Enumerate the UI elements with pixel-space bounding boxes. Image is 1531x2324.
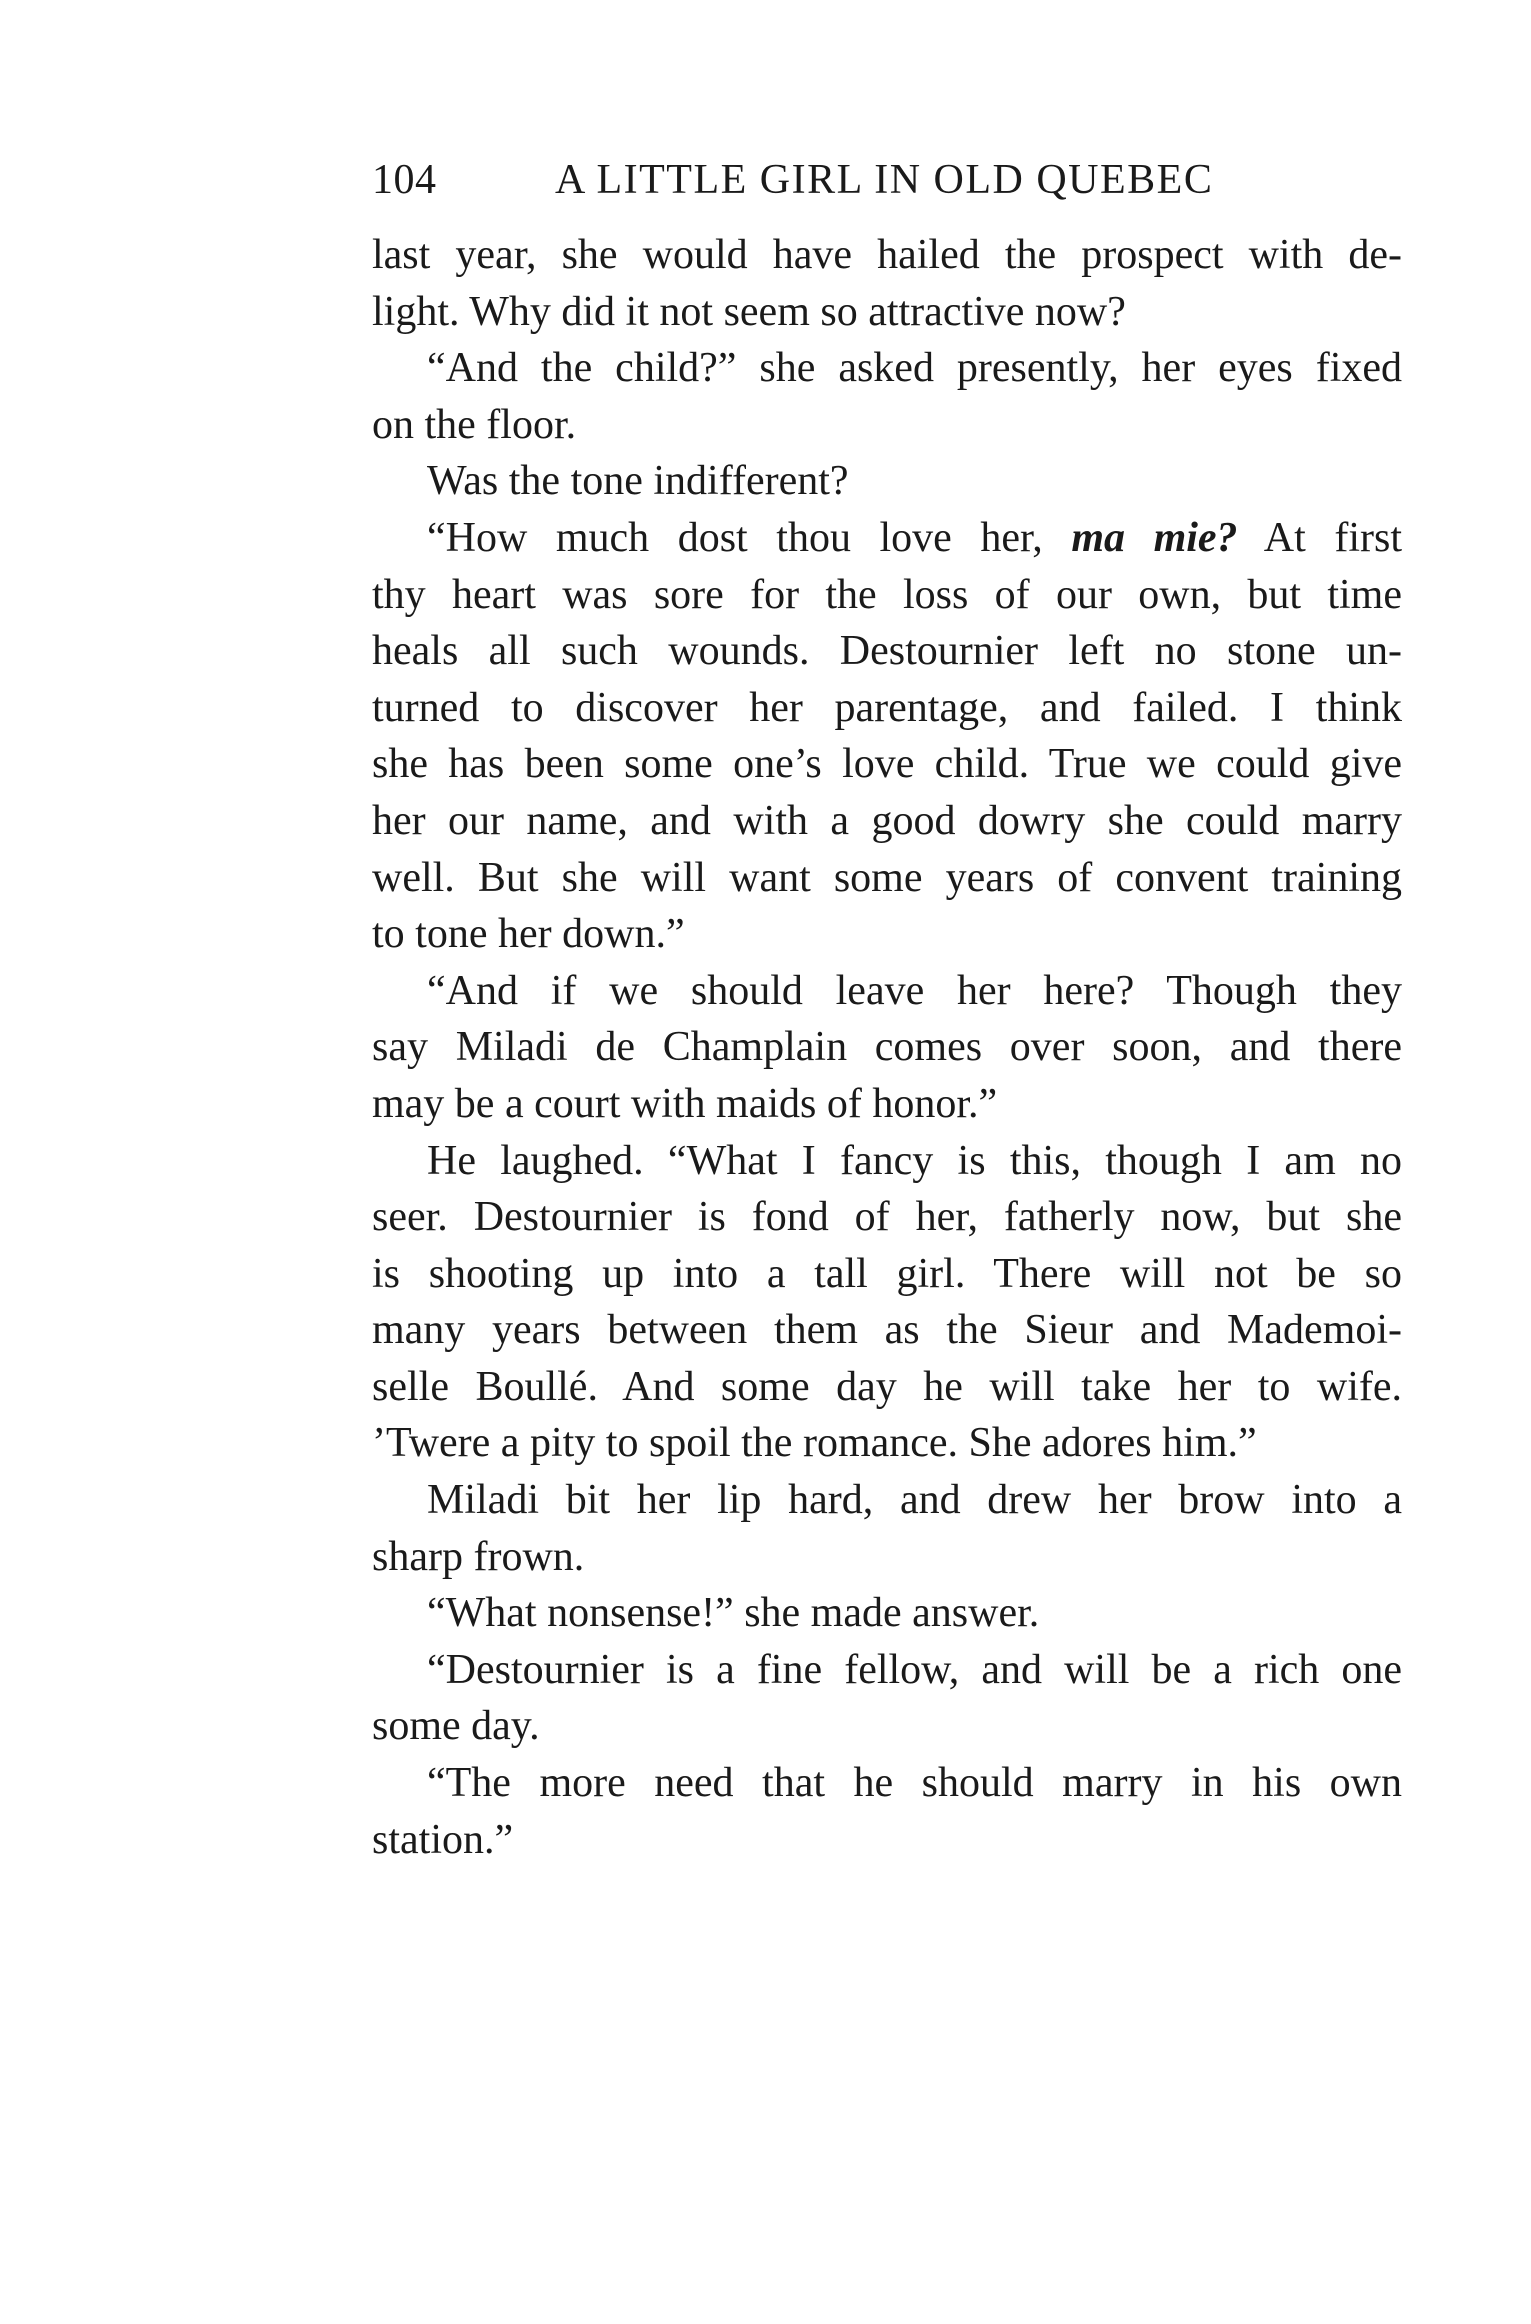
text-line: her our name, and with a good dowry she could marry: [372, 797, 1402, 844]
text-line: Miladi bit her lip hard, and drew her brow into a: [427, 1477, 1402, 1524]
italic-phrase: ma mie?: [1071, 514, 1238, 561]
text-line: “The more need that he should marry in his own: [427, 1760, 1402, 1807]
text-line: [372, 510, 1402, 567]
text-line: to tone her down.”: [372, 911, 685, 958]
text-line: well. But she will want some years of convent training: [372, 854, 1402, 901]
text-line: sharp frown.: [372, 1533, 585, 1580]
page-number: 104: [372, 157, 437, 203]
text-line: “And the child?” she asked presently, her eyes fixed: [427, 345, 1402, 392]
page-header: [372, 150, 1402, 210]
text-line: some day.: [372, 1703, 540, 1750]
text-line: selle Boullé. And some day he will take her to wife.: [372, 1363, 1402, 1410]
text-line: ’Twere a pity to spoil the romance. She adores him.”: [372, 1420, 1257, 1467]
text-line: “Destournier is a fine fellow, and will be a rich one: [427, 1646, 1402, 1693]
text-line: say Miladi de Champlain comes over soon, and there: [372, 1024, 1402, 1071]
text-line: she has been some one’s love child. True we could give: [372, 741, 1402, 788]
text-line: many years between them as the Sieur and Mademoi-: [372, 1307, 1402, 1354]
text-line: light. Why did it not seem so attractive now?: [372, 288, 1126, 335]
text-line: “What nonsense!” she made answer.: [427, 1590, 1040, 1637]
text-segment: “How much dost thou love her,: [427, 514, 1043, 561]
text-line: turned to discover her parentage, and failed. I think: [372, 684, 1402, 731]
text-line: station.”: [372, 1816, 514, 1863]
text-line: Was the tone indifferent?: [427, 458, 849, 505]
text-line: is shooting up into a tall girl. There will not be so: [372, 1250, 1402, 1297]
text-segment: At first: [1263, 514, 1403, 561]
text-line: seer. Destournier is fond of her, fatherly now, but she: [372, 1194, 1402, 1241]
text-line: “And if we should leave her here? Though they: [427, 967, 1402, 1014]
text-line: on the floor.: [372, 401, 577, 448]
text-line: last year, she would have hailed the prospect with de-: [372, 232, 1402, 278]
text-line: may be a court with maids of honor.”: [372, 1080, 998, 1127]
running-title: A LITTLE GIRL IN OLD QUEBEC: [555, 157, 1214, 203]
body-text: [372, 227, 1402, 1868]
text-line: He laughed. “What I fancy is this, though I am no: [427, 1137, 1402, 1184]
text-line: heals all such wounds. Destournier left no stone un-: [372, 628, 1402, 675]
text-line: thy heart was sore for the loss of our own, but time: [372, 571, 1402, 618]
